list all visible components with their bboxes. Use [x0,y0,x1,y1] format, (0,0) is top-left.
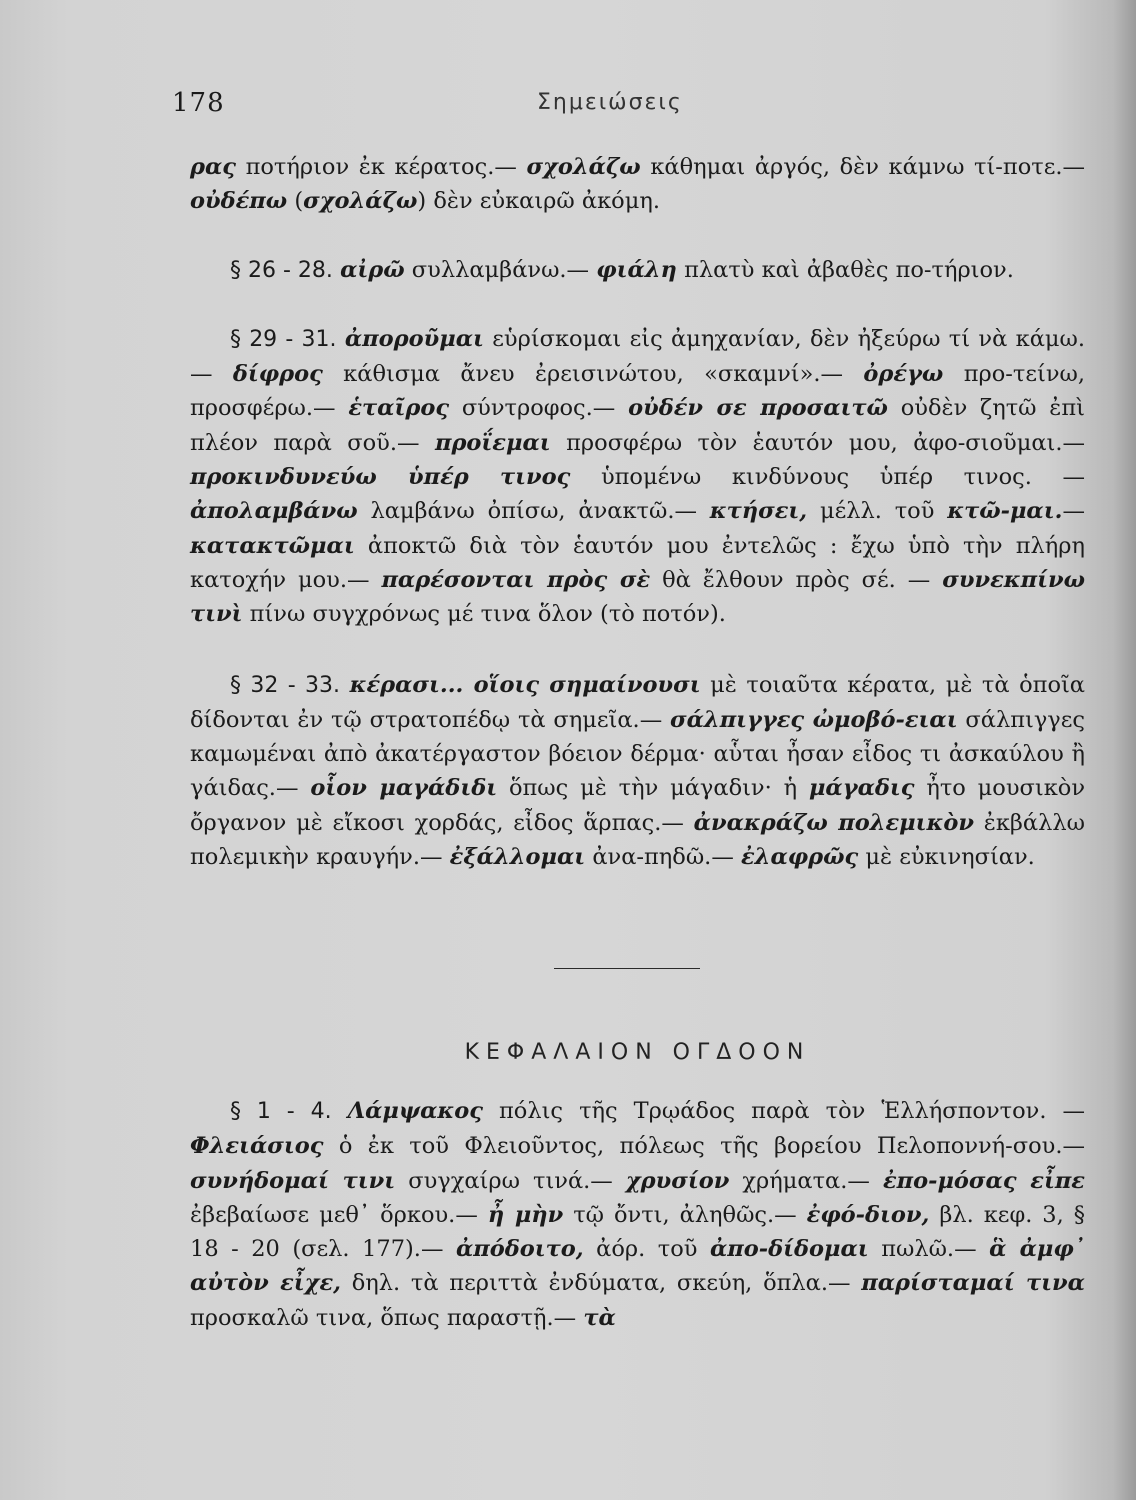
page-number: 178 [172,88,225,118]
section-ref: § 29 - 31. [230,326,337,352]
term: οἷον μαγάδιδι [310,775,498,802]
section-ref: § 1 - 4. [230,1099,332,1124]
term: συνεκπίνω τινὶ [190,566,1086,628]
section-ref: § 26 - 28. [230,257,333,283]
gloss: ὑπομένω κινδύνους ὑπέρ τινος. — [570,464,1085,491]
gloss: συγχαίρω τινά.— [395,1167,626,1194]
gloss: δηλ. τὰ περιττὰ ἐνδύματα, σκεύη, ὅπλα.— [340,1270,862,1297]
section-ref: § 32 - 33. [230,672,341,698]
gloss: σύντροφος.— [449,395,629,422]
term: ἐπο-μόσας εἶπε [882,1167,1085,1194]
term: τὰ [583,1304,616,1331]
term: προκινδυνεύω ὑπέρ τινος [190,464,571,491]
term: ὀρέγω [863,361,944,388]
gloss: τῷ ὄντι, ἀληθῶς.— [563,1201,807,1228]
term: ἀνακράζω πολεμικὸν [693,809,975,836]
term: κτῶ-μαι. [947,498,1063,525]
gloss: συλλαμβάνω.— [404,256,597,283]
gloss: προσκαλῶ τινα, ὅπως παραστῇ.— [190,1304,584,1331]
term: χρυσίον [625,1167,730,1194]
term: σχολάζω [303,188,418,215]
term: μάγαδις [808,775,915,802]
gloss: προ-τείνω, προσφέρω.— [190,361,1085,422]
term: φιάλη [596,256,677,283]
gloss: ἐβεβαίωσε μεθ᾽ ὅρκου.— [190,1201,488,1228]
gloss: ( [287,188,304,215]
gloss: ποτήριον ἐκ κέρατος.— [235,154,527,180]
gloss: ἐκβάλλω πολεμικὴν κραυγήν.— [190,809,1085,871]
note-paragraph-continuation [190,150,1085,219]
term: παρίσταμαί τινα [861,1270,1085,1297]
gloss: χρήματα.— [729,1167,883,1194]
term: αἰρῶ [340,256,405,283]
term: ἦ μὴν [487,1201,564,1228]
space [337,326,345,352]
gloss: ὁ ἐκ τοῦ Φλειοῦντος, πόλεως τῆς βορείου Πελοποννή-σου.— [323,1133,1085,1160]
chapter-title: ΚΕΦΑΛΑΙΟΝ ΟΓΔΟΟΝ [464,1040,811,1065]
gloss: οὐδὲν ζητῶ ἐπὶ πλέον παρὰ σοῦ.— [190,395,1085,456]
space [333,257,340,283]
gloss: ἦτο μουσικὸν ὄργανον μὲ εἴκοσι χορδάς, εἶδος ἅρπας.— [190,775,1085,836]
notes-body [190,150,1085,874]
gloss: — [1062,498,1085,525]
gloss: μέλλ. τοῦ [807,498,948,525]
gloss: ὅπως μὲ τὴν μάγαδιν· ἡ [497,775,809,802]
term: ἐφό-διον, [806,1201,930,1228]
term: ἃ ἀμφ᾽ αὐτὸν εἶχε, [190,1236,1085,1297]
term: ἀπόδοιτο, [455,1236,584,1263]
term: οὐδέν σε προσαιτῶ [628,395,888,422]
note-paragraph-32-33 [190,668,1085,875]
gloss: πωλῶ.— [868,1236,990,1263]
space [340,672,350,698]
term: κτήσει, [709,498,808,525]
gloss: ἀποκτῶ διὰ τὸν ἑαυτόν μου ἐντελῶς : ἔχω ὑπὸ τὴν πλήρη κατοχήν μου.— [190,532,1085,593]
term: ἀποροῦμαι [344,325,484,352]
term: Λάμψακος [347,1098,483,1124]
gloss: πόλις τῆς Τρῳάδος παρὰ τὸν Ἑλλήσποντον. — [482,1098,1086,1124]
note-paragraph-1-4 [190,1094,1085,1335]
term: δίφρος [232,361,323,388]
space [332,1098,348,1124]
term: ἀπολαμβάνω [190,498,358,525]
gloss: πλατὺ καὶ ἀβαθὲς πο-τήριον. [676,256,1014,283]
gloss: προσφέρω τὸν ἑαυτόν μου, ἀφο-σιοῦμαι.— [550,429,1086,456]
term: οὐδέπω [190,188,288,215]
gloss: βλ. κεφ. 3, § 18 - 20 (σελ. 177).— [190,1201,1085,1263]
chapter-notes-body [190,1094,1085,1335]
term: παρέσονται πρὸς σὲ [381,566,651,593]
term: συνήδομαί τινι [190,1167,396,1194]
term: κατακτῶμαι [190,532,355,559]
page-header [172,88,1092,128]
term: προΐεμαι [434,429,551,456]
gloss: μὲ τοιαῦτα κέρατα, μὲ τὰ ὁποῖα δίδονται ἐν τῷ στρατοπέδῳ τὰ σημεῖα.— [190,671,1086,733]
term: ἀπο-δίδομαι [709,1236,869,1263]
gloss: ἀνα-πηδῶ.— [585,844,741,871]
note-paragraph-29-31 [190,322,1085,632]
term: σάλπιγγες ὠμοβό-ειαι [670,706,958,733]
gloss: εὑρίσκομαι εἰς ἀμηχανίαν, δὲν ἠξεύρω τί νὰ κάμω.— [190,325,1086,388]
note-paragraph-26-28 [190,253,1085,288]
gloss: ἀόρ. τοῦ [583,1236,710,1263]
section-divider [554,968,700,969]
gloss: σάλπιγγες καμωμέναι ἀπὸ ἀκατέργαστον βόειον δέρμα· αὗται ἦσαν εἶδος τι ἀσκαύλου ἢ γάιδας.— [190,706,1085,802]
term: σχολάζω [526,154,641,180]
term: ἑταῖρος [348,395,450,422]
term: ἐξάλλομαι [449,844,586,871]
term: ρας [190,154,236,180]
gloss: μὲ εὐκινησίαν. [858,844,1035,871]
term: ἐλαφρῶς [741,844,859,871]
gloss: ) δὲν εὐκαιρῶ ἀκόμη. [417,188,660,215]
running-head: Σημειώσεις [537,90,683,115]
gloss: κάθισμα ἄνευ ἐρεισινώτου, «σκαμνί».— [322,361,864,388]
term: Φλειάσιος [190,1133,324,1160]
gloss: κάθημαι ἀργός, δὲν κάμνω τί-ποτε.— [640,154,1085,180]
term: κέρασι... οἵοις σημαίνουσι [349,671,701,698]
gloss: λαμβάνω ὀπίσω, ἀνακτῶ.— [357,498,710,525]
gloss: θὰ ἔλθουν πρὸς σέ. — [650,566,943,593]
gloss: πίνω συγχρόνως μέ τινα ὅλον (τὸ ποτόν). [242,601,726,628]
